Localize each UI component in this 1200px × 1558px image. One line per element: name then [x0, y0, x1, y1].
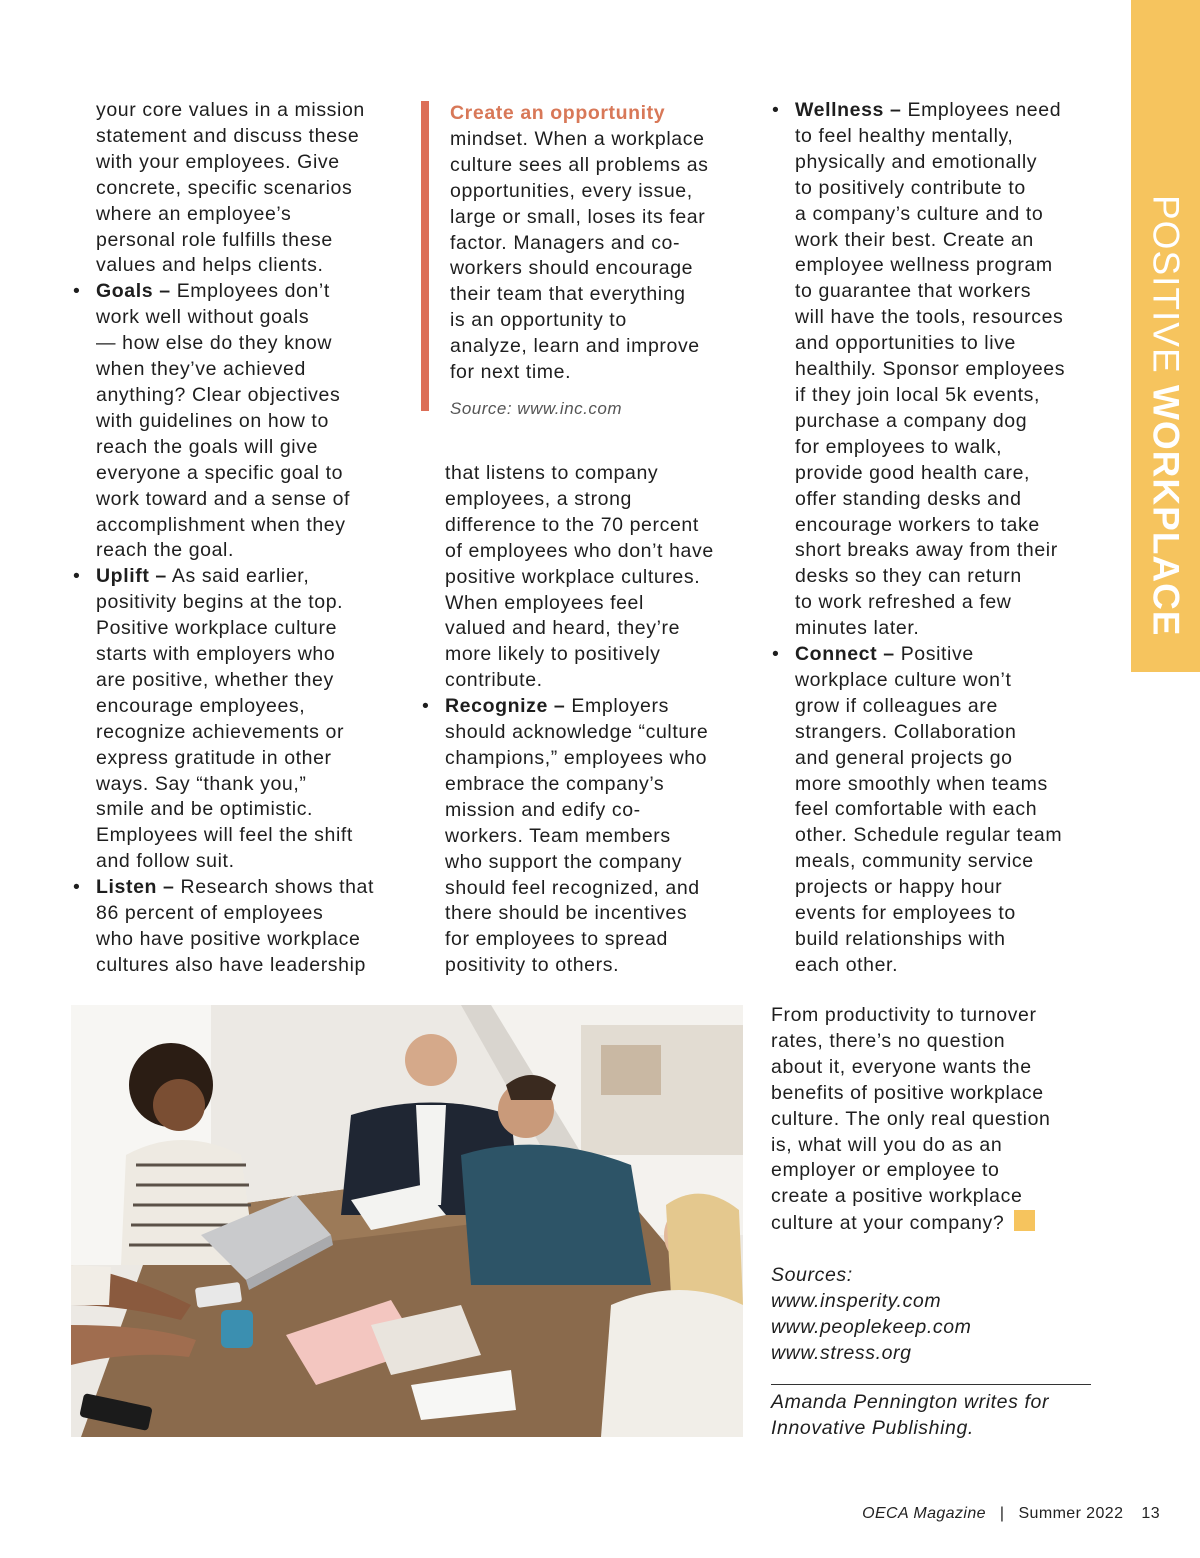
bullet-line: and opportunities to live	[795, 332, 1016, 355]
bullet-line: starts with employers who	[96, 643, 336, 666]
section-tab-label	[1145, 195, 1187, 636]
bullet-line: more smoothly when teams	[795, 772, 1048, 795]
bullet-heading: Uplift –	[96, 565, 167, 588]
body-line: of employees who don’t have	[445, 539, 714, 562]
bullet-line: cultures also have leadership	[96, 953, 366, 976]
bullet-heading: Connect –	[795, 643, 895, 666]
bullet-line: reach the goal.	[96, 539, 235, 562]
bullet-line: healthily. Sponsor employees	[795, 358, 1066, 381]
bullet-connect: • Connect – Positive workplace culture won’t grow if colleagues are strangers. Collaboration and general projects go more smoothly when teams feel comfortable with each other. Schedule regular team meals, community service projects or happy hour events for employees to build relationships with each other.	[770, 642, 1110, 979]
bullet-line: will have the tools, resources	[795, 306, 1064, 329]
bullet-line: when they’ve achieved	[96, 358, 306, 381]
bullet-line: Employees will feel the shift	[96, 824, 353, 847]
bullet-line: positivity to others.	[445, 954, 620, 977]
column-2	[420, 461, 760, 979]
conclusion	[771, 1003, 1111, 1367]
column-3	[770, 98, 1110, 979]
source-link: www.peoplekeep.com	[771, 1315, 972, 1338]
bullet-goals: • Goals – Employees don’t work well without goals — how else do they know when they’ve achieved anything? Clear objectives with guidelines on how to reach the goals will give everyone a specific goal to work toward and a sense of accomplishment when they reach the goal.	[71, 279, 401, 564]
bullet-line: for employees to walk,	[795, 435, 1003, 458]
bullet-line: anything? Clear objectives	[96, 383, 341, 406]
bullet-recognize: • Recognize – Employers should acknowledge “culture champions,” employees who embrace the company’s mission and edify co- workers. Team members who support the company should feel recognized, and there should be incentives for employees to spread positivity to others.	[420, 694, 760, 979]
col2-bullet-list	[420, 694, 760, 979]
body-line: values and helps clients.	[96, 254, 324, 277]
bullet-line: build relationships with	[795, 928, 1006, 950]
bullet-line: events for employees to	[795, 902, 1016, 925]
bullet-line: grow if colleagues are	[795, 694, 998, 717]
bullet-line: and general projects go	[795, 746, 1013, 769]
section-tab-word1: POSITIVE	[1145, 195, 1187, 374]
bullet-listen: • Listen – Research shows that 86 percent of employees who have positive workplace cultures also have leadership	[71, 875, 401, 979]
bullet-line: provide good health care,	[795, 461, 1031, 484]
bullet-line: short breaks away from their	[795, 539, 1058, 562]
bullet-line: workers. Team members	[445, 824, 671, 847]
body-line: where an employee’s	[96, 202, 292, 225]
body-line: concrete, specific scenarios	[96, 176, 353, 199]
pull-quote-line: culture sees all problems as	[450, 153, 709, 176]
bullet-line: physically and emotionally	[795, 150, 1038, 173]
source-link: www.insperity.com	[771, 1290, 942, 1313]
bullet-line: are positive, whether they	[96, 668, 334, 691]
bullet-line: embrace the company’s	[445, 772, 665, 795]
bullet-line: should acknowledge “culture	[445, 721, 709, 744]
bullet-line: Research shows that	[180, 876, 375, 899]
bullet-line: other. Schedule regular team	[795, 824, 1063, 847]
bullet-line: desks so they can return	[795, 565, 1022, 588]
bullet-line: strangers. Collaboration	[795, 720, 1017, 743]
bullet-line: feel comfortable with each	[795, 798, 1038, 821]
bullet-line: positivity begins at the top.	[96, 591, 344, 614]
bullet-line: should feel recognized, and	[445, 876, 700, 899]
bullet-heading: Listen –	[96, 876, 175, 899]
bullet-line: Employers	[571, 695, 669, 718]
conclusion-line: From productivity to turnover	[771, 1004, 1037, 1026]
bullet-line: to guarantee that workers	[795, 280, 1032, 303]
conclusion-line: benefits of positive workplace	[771, 1081, 1044, 1104]
section-tab	[1131, 0, 1200, 672]
byline	[771, 1390, 1111, 1442]
bullet-heading: Recognize –	[445, 695, 566, 718]
body-line: personal role fulfills these	[96, 228, 333, 251]
bullet-line: employee wellness program	[795, 254, 1053, 277]
byline-line: Innovative Publishing.	[771, 1416, 974, 1439]
meeting-illustration	[71, 1005, 743, 1437]
bullet-line: minutes later.	[795, 617, 920, 640]
bullet-wellness: • Wellness – Employees need to feel healthy mentally, physically and emotionally to positively contribute to a company’s culture and to work their best. Create an employee wellness program to guarantee that workers will have the tools, resources and opportunities to live healthily. Sponsor employees if they join local 5k events, purchase a company dog for employees to walk, provide good health care, offer standing desks and encourage workers to take short breaks away from their desks so they can return to work refreshed a few minutes later.	[770, 98, 1110, 642]
pull-quote-line: workers should encourage	[450, 257, 694, 280]
bullet-line: a company’s culture and to	[795, 202, 1044, 225]
bullet-line: recognize achievements or	[96, 720, 345, 743]
end-mark-icon	[1014, 1210, 1035, 1231]
bullet-line: each other.	[795, 953, 899, 976]
footer-issue: Summer 2022	[1018, 1505, 1124, 1522]
bullet-line: reach the goals will give	[96, 435, 319, 458]
bullet-line: work their best. Create an	[795, 228, 1034, 251]
pull-quote-line: analyze, learn and improve	[450, 335, 700, 358]
col2-continuation	[420, 461, 760, 694]
bullet-line: meals, community service	[795, 850, 1034, 873]
body-line: contribute.	[445, 669, 543, 692]
pull-quote-line: is an opportunity to	[450, 309, 627, 332]
bullet-heading: Goals –	[96, 280, 171, 303]
byline-line: Amanda Pennington writes for	[771, 1391, 1050, 1413]
body-line: positive workplace cultures.	[445, 565, 701, 588]
col1-bullet-list	[71, 279, 401, 978]
bullet-line: to feel healthy mentally,	[795, 124, 1014, 147]
col3-bullet-list	[770, 98, 1110, 979]
pull-quote-heading: Create an opportunity	[450, 102, 666, 124]
pull-quote-line: their team that everything	[450, 283, 686, 306]
footer-magazine: OECA Magazine	[862, 1505, 986, 1522]
bullet-line: and follow suit.	[96, 850, 235, 873]
bullet-line: who have positive workplace	[96, 928, 361, 950]
bullet-line: to work refreshed a few	[795, 591, 1012, 614]
column-1	[71, 98, 401, 979]
sources-label: Sources:	[771, 1264, 853, 1287]
bullet-line: workplace culture won’t	[795, 668, 1012, 691]
body-line: your core values in a mission	[96, 99, 365, 121]
body-line: difference to the 70 percent	[445, 513, 699, 536]
bullet-line: work well without goals	[96, 306, 310, 329]
bullet-line: — how else do they know	[96, 332, 333, 355]
bullet-line: champions,” employees who	[445, 746, 708, 769]
bullet-line: work toward and a sense of	[96, 487, 351, 510]
bullet-line: As said earlier,	[171, 565, 310, 588]
conclusion-line: culture at your company?	[771, 1212, 1005, 1235]
body-line: valued and heard, they’re	[445, 617, 681, 640]
bullet-line: Employees don’t	[176, 280, 330, 303]
page-number: 13	[1141, 1505, 1160, 1522]
bullet-line: encourage employees,	[96, 694, 306, 717]
sources-block	[771, 1263, 1111, 1367]
bullet-line: if they join local 5k events,	[795, 383, 1041, 406]
pull-quote-line: opportunities, every issue,	[450, 179, 693, 202]
pull-quote	[421, 101, 780, 418]
meeting-photo	[71, 1005, 743, 1437]
bullet-line: who support the company	[445, 850, 683, 873]
bullet-line: Employees need	[907, 99, 1062, 121]
bullet-line: encourage workers to take	[795, 513, 1040, 536]
bullet-line: there should be incentives	[445, 902, 688, 925]
source-link: www.stress.org	[771, 1341, 912, 1364]
bullet-line: Positive	[900, 643, 974, 666]
body-line: employees, a strong	[445, 487, 632, 510]
conclusion-line: is, what will you do as an	[771, 1133, 1003, 1156]
conclusion-line: rates, there’s no question	[771, 1029, 1006, 1052]
bullet-line: offer standing desks and	[795, 487, 1022, 510]
conclusion-line: create a positive workplace	[771, 1185, 1023, 1208]
pull-quote-body	[450, 127, 780, 386]
pull-quote-line: for next time.	[450, 361, 572, 384]
pull-quote-line: large or small, loses its fear	[450, 205, 706, 228]
bullet-line: for employees to spread	[445, 928, 668, 951]
pull-quote-line: factor. Managers and co-	[450, 231, 681, 254]
bullet-line: smile and be optimistic.	[96, 798, 314, 821]
body-line: more likely to positively	[445, 643, 661, 666]
bullet-line: Positive workplace culture	[96, 617, 338, 640]
conclusion-line: about it, everyone wants the	[771, 1055, 1032, 1078]
conclusion-line: culture. The only real question	[771, 1107, 1051, 1130]
bullet-line: with guidelines on how to	[96, 409, 329, 432]
bullet-line: everyone a specific goal to	[96, 461, 344, 484]
body-line: with your employees. Give	[96, 150, 340, 173]
bullet-heading: Wellness –	[795, 99, 902, 121]
bullet-line: ways. Say “thank you,”	[96, 772, 307, 795]
bullet-line: mission and edify co-	[445, 798, 641, 821]
body-line: statement and discuss these	[96, 124, 360, 147]
bullet-line: purchase a company dog	[795, 409, 1028, 432]
conclusion-line: employer or employee to	[771, 1159, 1000, 1182]
byline-divider	[771, 1384, 1091, 1385]
section-tab-word2: WORKPLACE	[1145, 384, 1187, 637]
col1-intro	[71, 98, 401, 279]
bullet-line: to positively contribute to	[795, 176, 1026, 199]
bullet-uplift: • Uplift – As said earlier, positivity begins at the top. Positive workplace culture starts with employers who are positive, whether they encourage employees, recognize achievements or express gratitude in other ways. Say “thank you,” smile and be optimistic. Employees will feel the shift and follow suit.	[71, 564, 401, 875]
bullet-line: express gratitude in other	[96, 746, 332, 769]
bullet-line: accomplishment when they	[96, 513, 346, 536]
bullet-line: 86 percent of employees	[96, 902, 324, 925]
pull-quote-line: mindset. When a workplace	[450, 127, 705, 150]
pull-quote-source: Source: www.inc.com	[450, 398, 622, 418]
page-footer	[862, 1505, 1160, 1523]
body-line: that listens to company	[445, 462, 659, 484]
bullet-line: projects or happy hour	[795, 876, 1003, 899]
footer-separator: |	[999, 1505, 1005, 1522]
body-line: When employees feel	[445, 591, 644, 614]
